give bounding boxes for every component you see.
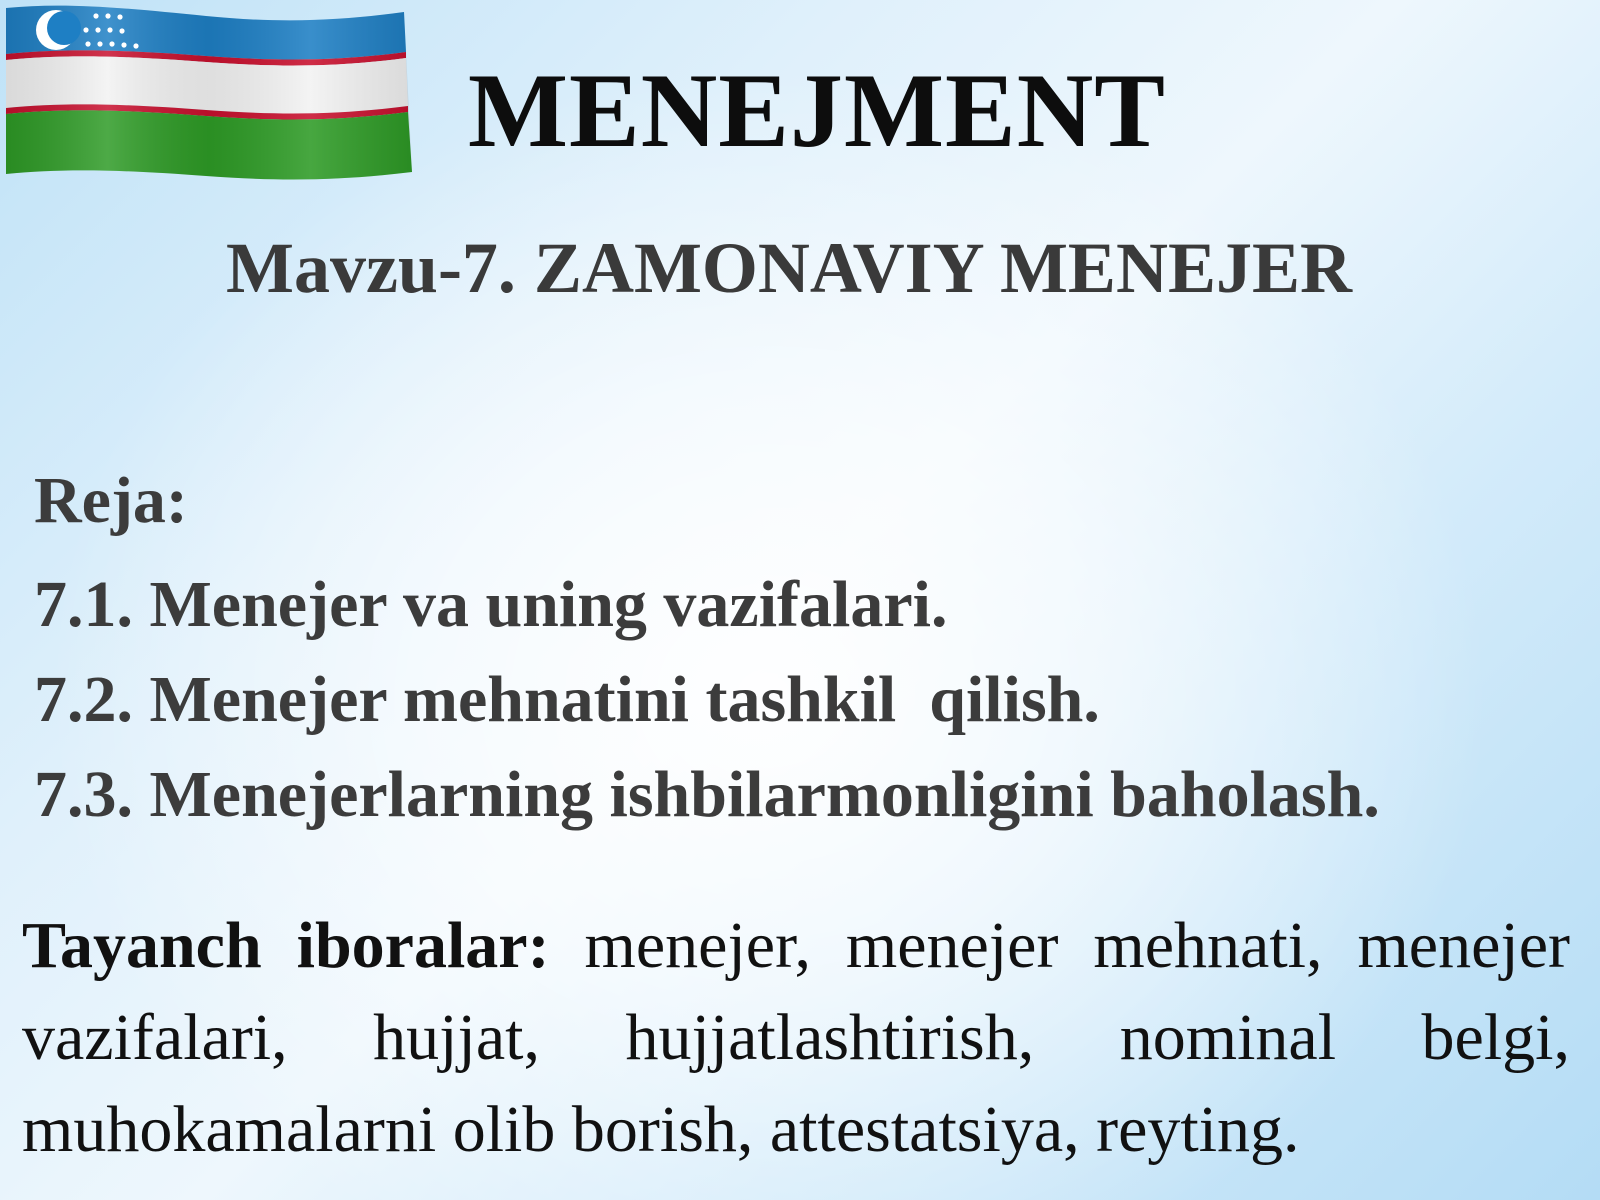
main-title: MENEJMENT [468, 52, 1166, 169]
plan-item: 7.3. Menejerlarning ishbilarmonligini baholash. [34, 758, 1380, 831]
keywords-label: Tayanch iboralar: [22, 909, 550, 982]
uzbekistan-flag-image [6, 2, 422, 182]
keywords-text: menejer, menejer mehnati, menejer vazifalari, hujjat, hujjatlashtirish, nominal belgi, muhokamalarni olib borish, attestatsiya, reyting. [22, 909, 1570, 1166]
plan-item: 7.2. Menejer mehnatini tashkil qilish. [34, 663, 1100, 736]
topic-title: Mavzu-7. ZAMONAVIY MENEJER [226, 228, 1352, 308]
plan-item: 7.1. Menejer va uning vazifalari. [34, 568, 948, 641]
plan-section [34, 464, 1584, 857]
plan-heading: Reja: [34, 464, 188, 537]
plan-list [34, 568, 1584, 831]
keywords-paragraph [22, 900, 1570, 1176]
